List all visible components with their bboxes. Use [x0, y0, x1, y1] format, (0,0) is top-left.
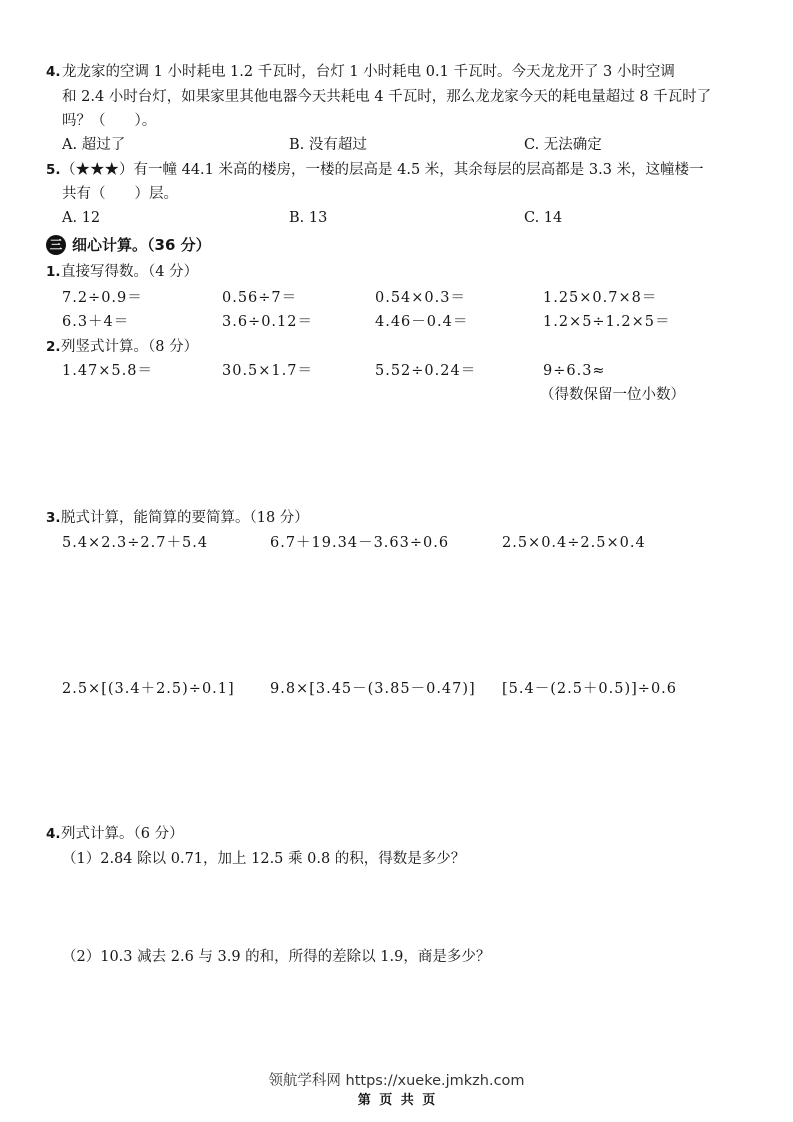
- option-b: B. 没有超过: [289, 137, 367, 153]
- calc-item: 5.4×2.3÷2.7＋5.4: [62, 535, 209, 551]
- calc-item: 30.5×1.7＝: [222, 363, 313, 379]
- word-problem: （2）10.3 减去 2.6 与 3.9 的和，所得的差除以 1.9，商是多少？: [62, 949, 491, 965]
- rounding-note: （得数保留一位小数）: [540, 387, 685, 403]
- question-text-line: （★★★）有一幢 44.1 米高的楼房，一楼的层高是 4.5 米，其余每层的层高都是 3.3 米，这幢楼一: [61, 162, 704, 178]
- calc-item: 1.25×0.7×8＝: [543, 290, 658, 306]
- word-problem: （1）2.84 除以 0.71，加上 12.5 乘 0.8 的积，得数是多少？: [62, 851, 466, 867]
- part-number: 4.: [46, 826, 61, 842]
- option-a: A. 12: [62, 210, 101, 226]
- question-number: 5.: [46, 162, 61, 178]
- footer-source: 领航学科网 https://xueke.jmkzh.com: [268, 1073, 525, 1089]
- calc-item: 1.47×5.8＝: [62, 363, 153, 379]
- calc-item: 9÷6.3≈: [543, 363, 606, 379]
- part-title: 直接写得数。（4 分）: [61, 264, 199, 280]
- part-number: 3.: [46, 510, 61, 526]
- part-title: 列式计算。（6 分）: [61, 826, 184, 842]
- part-number: 2.: [46, 339, 61, 355]
- calc-item: 9.8×[3.45－(3.85－0.47)]: [270, 681, 476, 697]
- option-c: C. 无法确定: [524, 137, 602, 153]
- question-text-line: 共有（ ）层。: [62, 186, 178, 202]
- section-title: 细心计算。（36 分）: [72, 236, 211, 254]
- calc-item: 3.6÷0.12＝: [222, 314, 313, 330]
- calc-item: 4.46－0.4＝: [375, 314, 469, 330]
- question-text-line: 吗？（ ）。: [62, 113, 157, 129]
- calc-item: 5.52÷0.24＝: [375, 363, 477, 379]
- calc-item: 6.3＋4＝: [62, 314, 130, 330]
- option-b: B. 13: [289, 210, 328, 226]
- calc-item: 7.2÷0.9＝: [62, 290, 143, 306]
- question-text-line: 和 2.4 小时台灯，如果家里其他电器今天共耗电 4 千瓦时，那么龙龙家今天的耗电量超过 8 千瓦时了: [62, 89, 712, 105]
- calc-item: 0.56÷7＝: [222, 290, 298, 306]
- part-title: 脱式计算，能简算的要简算。（18 分）: [61, 510, 309, 526]
- calc-item: 1.2×5÷1.2×5＝: [543, 314, 671, 330]
- question-number: 4.: [46, 64, 61, 80]
- calc-item: 6.7＋19.34－3.63÷0.6: [270, 535, 450, 551]
- calc-item: 2.5×[(3.4＋2.5)÷0.1]: [62, 681, 235, 697]
- part-title: 列竖式计算。（8 分）: [61, 339, 199, 355]
- question-text-line: 龙龙家的空调 1 小时耗电 1.2 千瓦时，台灯 1 小时耗电 0.1 千瓦时。今天龙龙开了 3 小时空调: [62, 64, 675, 80]
- option-c: C. 14: [524, 210, 563, 226]
- footer-page-number: 第 页 共 页: [357, 1093, 436, 1108]
- part-number: 1.: [46, 264, 61, 280]
- calc-item: 2.5×0.4÷2.5×0.4: [502, 535, 646, 551]
- calc-item: [5.4－(2.5＋0.5)]÷0.6: [502, 681, 678, 697]
- option-a: A. 超过了: [62, 137, 126, 153]
- calc-item: 0.54×0.3＝: [375, 290, 466, 306]
- section-number-badge: 三: [46, 235, 66, 255]
